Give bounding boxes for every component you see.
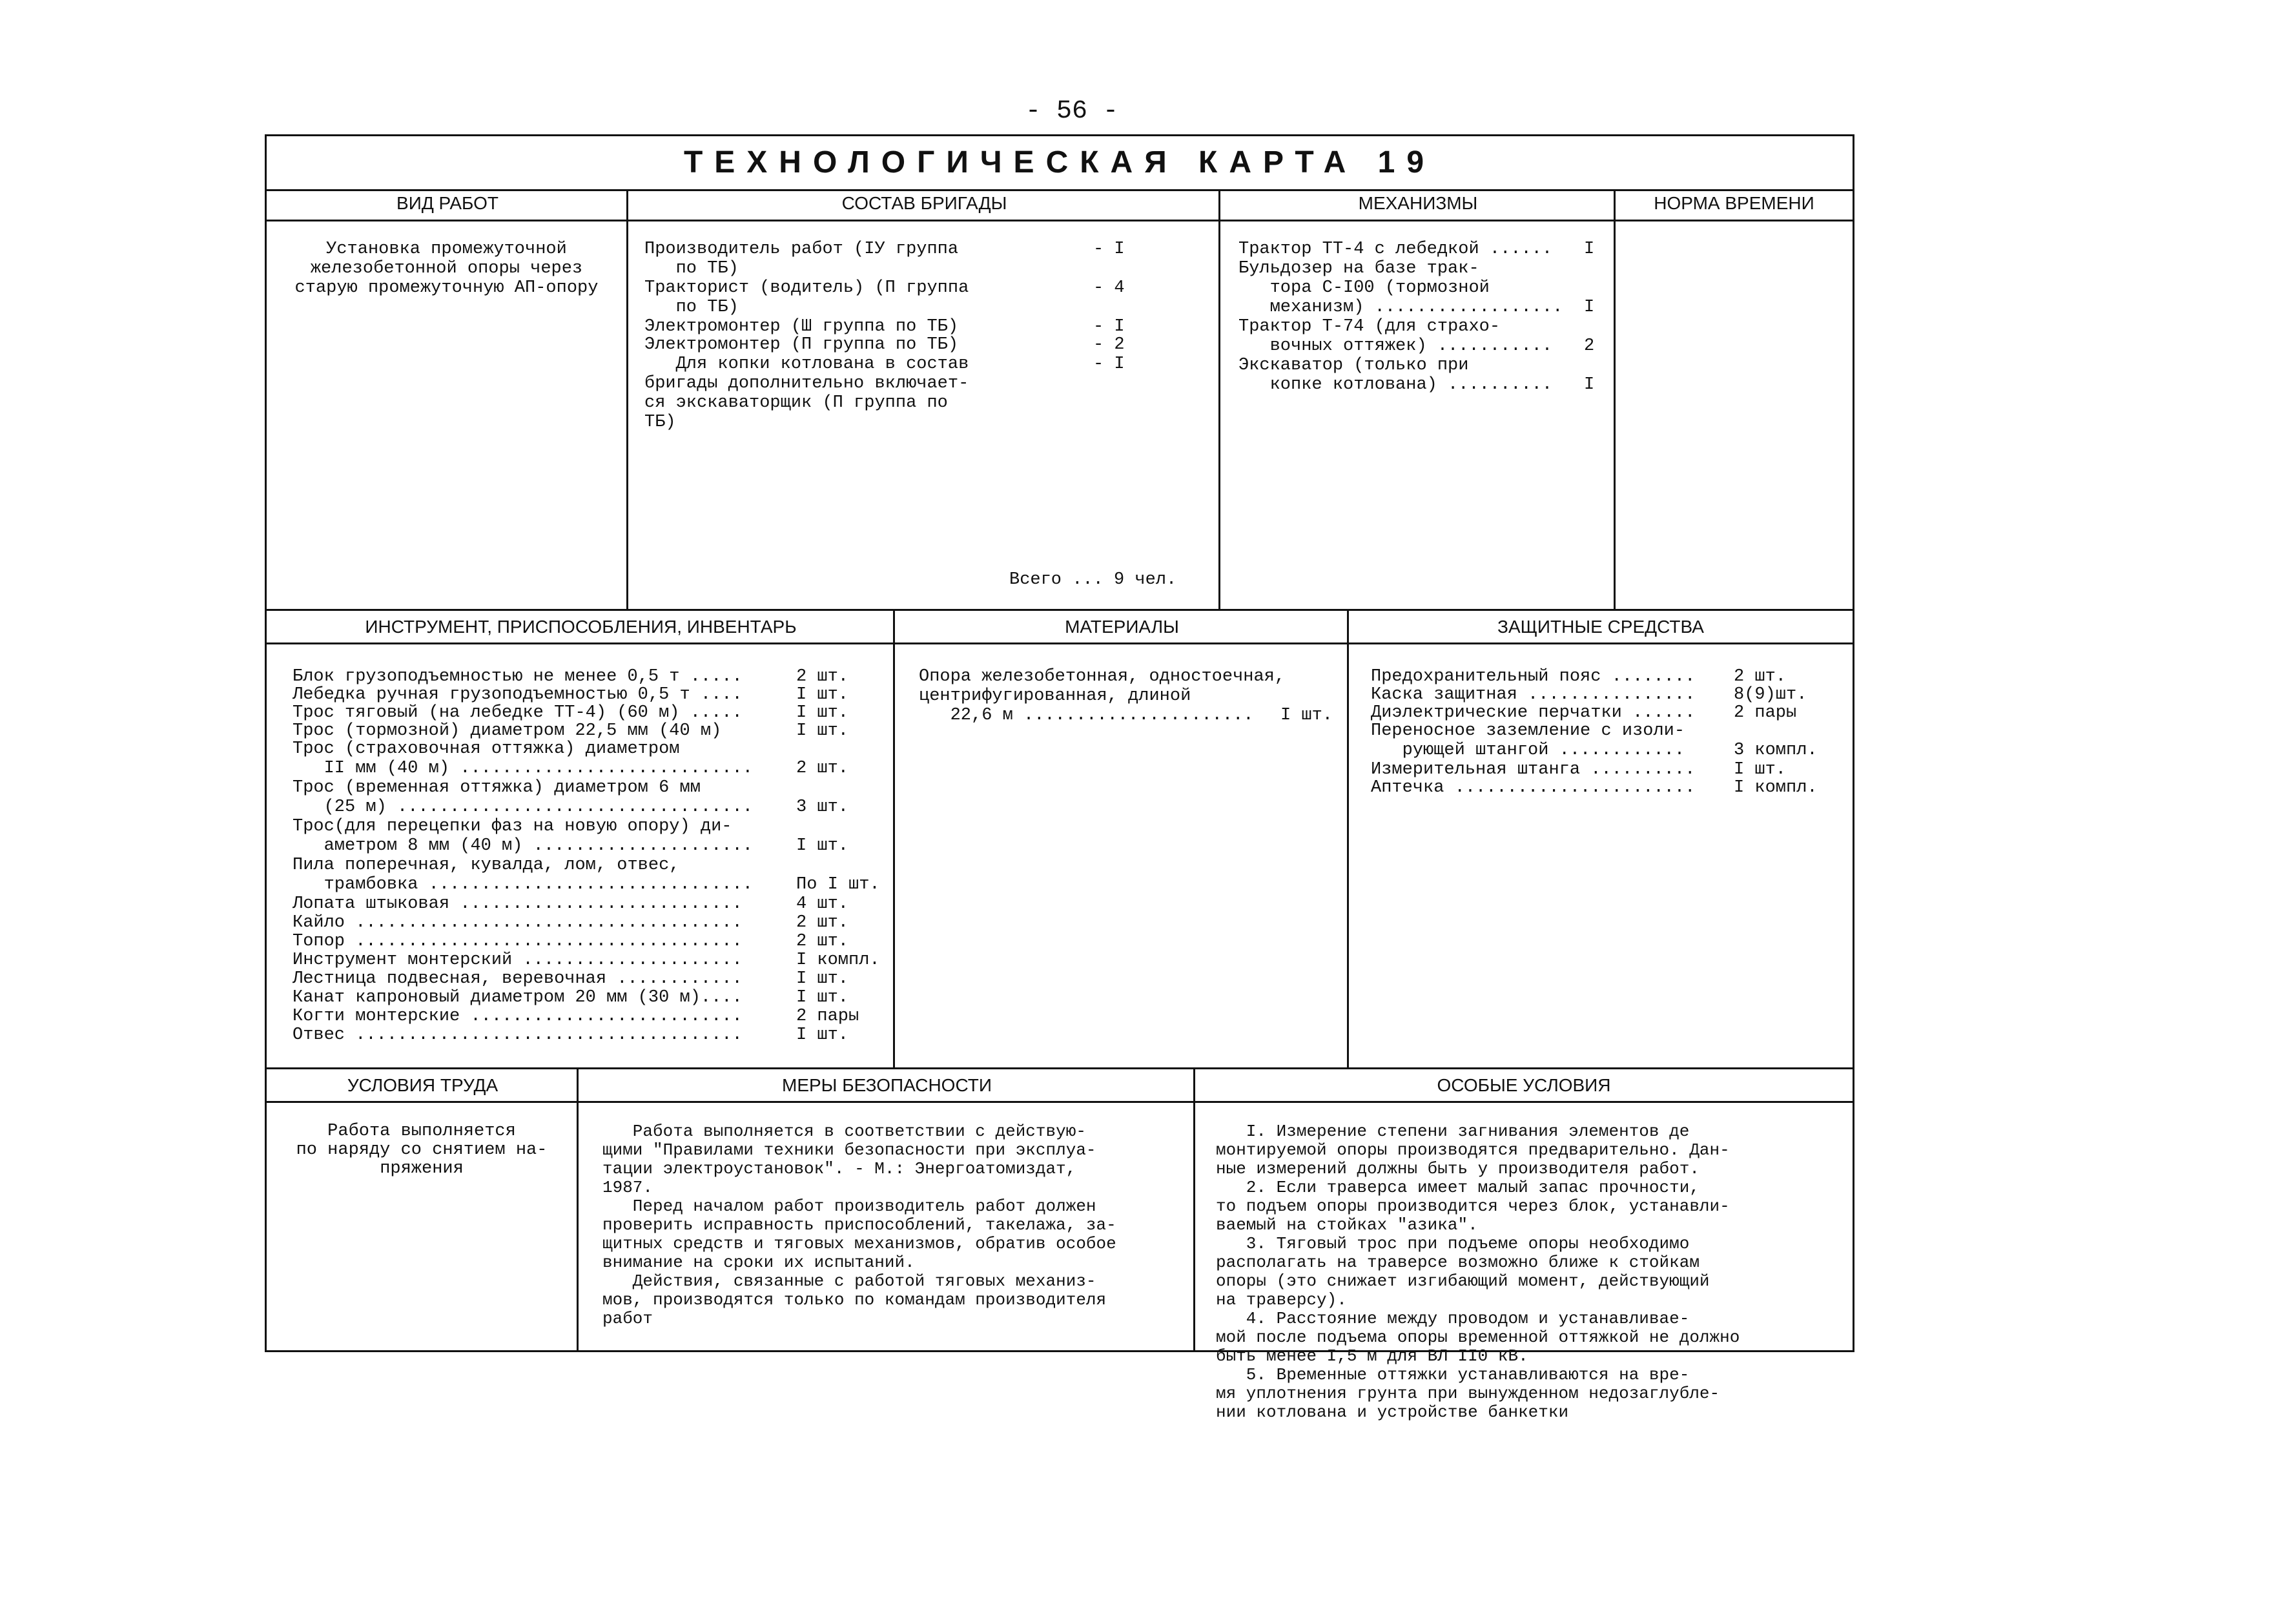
mekhanizm-count: I [1584,375,1595,395]
material-item: Опора железобетонная, одностоечная, центрифугированная, длиной 22,6 м ...................... [919,667,1286,725]
material-qty: I шт. [1280,706,1333,725]
zashchita-qty: 8(9)шт. [1734,685,1807,704]
brigada-total: Всего ... 9 чел. [1009,570,1177,590]
mekhanizm-item: Бульдозер на базе трак- тора С-I00 (тормозной механизм) .................. [1238,259,1563,317]
instrument-item: Топор ..................................... [293,932,743,951]
mekhanizm-item: Трактор ТТ-4 с лебедкой ...... [1238,240,1553,259]
brigada-item: Электромонтер (Ш группа по ТБ) [644,317,959,336]
header-usloviya-truda: УСЛОВИЯ ТРУДА [267,1067,579,1103]
section-top [267,189,1853,609]
instrument-qty: I шт. [796,1025,849,1045]
technological-card [265,134,1854,1422]
zashchita-item: Измерительная штанга .......... [1371,760,1696,779]
mekhanizm-count: 2 [1584,336,1595,356]
brigada-count: - I [1093,355,1125,374]
instrument-item: Лестница подвесная, веревочная ............ [293,969,743,989]
usloviya-truda-text: Работа выполняется по наряду со снятием на- пряжения [296,1122,548,1178]
instrument-qty: I компл. [796,951,880,970]
brigada-item: Для копки котлована в состав бригады дополнительно включает- ся экскаваторщик (П группа по ТБ) [644,355,969,432]
zashchita-item: Диэлектрические перчатки ...... [1371,703,1696,723]
instrument-qty: 3 шт. [796,797,849,817]
instrument-qty: 4 шт. [796,894,849,914]
instrument-qty: I шт. [796,836,849,856]
instrument-item: Трос (страховочная оттяжка) диаметром II мм (40 м) ............................ [293,739,753,778]
osobye-usloviya-text: I. Измерение степени загнивания элементов де монтируемой опоры производятся предварительно. Дан- ные измерений должны быть у производителя работ. 2. Если траверса имеет малый запас прочности, то подъем опоры производится через блок, устанавли- ваемый на стойках "азика". 3. Тяговый трос при подъеме опоры необходимо располагать на траверсе возможно ближе к стойкам опоры (это снижает изгибающий момент, действующий на траверсу). 4. Расстояние между проводом и устанавливае- мой после подъема опоры временной оттяжкой не должно быть менее I,5 м для ВЛ II0 кВ. 5. Временные оттяжки устанавливаются на вре- мя уплотнения грунта при вынужденном недозаглубле- нии котлована и устройстве банкетки [1216,1122,1740,1422]
mekhanizm-item: Экскаватор (только при копке котлована) .......... [1238,356,1553,395]
instrument-item: Трос (тормозной) диаметром 22,5 мм (40 м) [293,721,743,741]
instrument-item: Лебедка ручная грузоподъемностью 0,5 т .... [293,685,743,704]
zashchita-qty: I компл. [1734,778,1818,797]
instrument-item: Когти монтерские .......................... [293,1007,743,1026]
header-instrument: ИНСТРУМЕНТ, ПРИСПОСОБЛЕНИЯ, ИНВЕНТАРЬ [267,609,895,644]
header-mery-bezopasnosti: МЕРЫ БЕЗОПАСНОСТИ [579,1067,1195,1103]
header-mekhanizmy: МЕХАНИЗМЫ [1220,189,1616,221]
instrument-qty: 2 шт. [796,667,849,686]
page-number: - 56 - [1025,97,1119,126]
instrument-item: Блок грузоподъемностью не менее 0,5 т ..... [293,667,743,686]
instrument-qty: I шт. [796,721,849,741]
instrument-item: Пила поперечная, кувалда, лом, отвес, трамбовка ............................... [293,856,753,894]
mery-bezopasnosti-text: Работа выполняется в соответствии с действую- щими "Правилами техники безопасности при эксплуа- тации электроустановок". - М.: Энергоатомиздат, 1987. Перед началом работ производитель работ должен проверить исправность приспособлений, такелажа, за- щитных средств и тяговых механизмов, обратив особое внимание на сроки их испытаний. Действия, связанные с работой тяговых механиз- мов, производятся только по командам производителя работ [602,1122,1116,1328]
vid-rabot-text: Установка промежуточной железобетонной опоры через старую промежуточную АП-опору [294,240,599,298]
card-title: ТЕХНОЛОГИЧЕСКАЯ КАРТА 19 [267,136,1853,191]
instrument-item: Лопата штыковая ........................... [293,894,743,914]
header-vid-rabot: ВИД РАБОТ [267,189,628,221]
zashchita-item: Каска защитная ................ [1371,685,1696,704]
brigada-count: - I [1093,317,1125,336]
instrument-qty: 2 шт. [796,759,849,778]
header-osobye-usloviya: ОСОБЫЕ УСЛОВИЯ [1195,1067,1853,1103]
instrument-item: Отвес ..................................... [293,1025,743,1045]
section-bottom [267,1067,1853,1422]
instrument-qty: 2 шт. [796,932,849,951]
instrument-item: Трос тяговый (на лебедке ТТ-4) (60 м) ..... [293,703,743,723]
zashchita-qty: 3 компл. [1734,741,1818,760]
header-sostav-brigady: СОСТАВ БРИГАДЫ [628,189,1220,221]
instrument-item: Трос(для перецепки фаз на новую опору) ди- аметром 8 мм (40 м) ..................... [293,817,753,856]
header-materialy: МАТЕРИАЛЫ [895,609,1349,644]
instrument-item: Инструмент монтерский ..................... [293,951,743,970]
brigada-count: - I [1093,240,1125,259]
instrument-qty: 2 шт. [796,913,849,932]
instrument-qty: По I шт. [796,875,880,894]
zashchita-item: Аптечка ....................... [1371,778,1696,797]
section-middle [267,609,1853,1067]
mekhanizm-count: I [1584,298,1595,317]
brigada-count: - 4 [1093,278,1125,298]
instrument-qty: I шт. [796,703,849,723]
instrument-item: Канат капроновый диаметром 20 мм (30 м).... [293,988,743,1007]
brigada-item: Производитель работ (IУ группа по ТБ) [644,240,959,278]
instrument-qty: I шт. [796,969,849,989]
instrument-qty: I шт. [796,685,849,704]
instrument-item: Кайло ..................................... [293,913,743,932]
brigada-item: Тракторист (водитель) (П группа по ТБ) [644,278,969,317]
zashchita-item: Переносное заземление с изоли- рующей штангой ............ [1371,721,1685,760]
instrument-item: Трос (временная оттяжка) диаметром 6 мм (25 м) .................................. [293,778,753,817]
header-zashchitnye: ЗАЩИТНЫЕ СРЕДСТВА [1349,609,1853,644]
zashchita-qty: 2 пары [1734,703,1797,723]
brigada-item: Электромонтер (П группа по ТБ) [644,335,959,355]
zashchita-qty: 2 шт. [1734,667,1787,686]
mekhanizm-count: I [1584,240,1595,259]
header-norma-vremeni: НОРМА ВРЕМЕНИ [1616,189,1853,221]
brigada-count: - 2 [1093,335,1125,355]
mekhanizm-item: Трактор Т-74 (для страхо- вочных оттяжек) ........... [1238,317,1553,356]
zashchita-item: Предохранительный пояс ........ [1371,667,1696,686]
zashchita-qty: I шт. [1734,760,1787,779]
instrument-qty: 2 пары [796,1007,859,1026]
instrument-qty: I шт. [796,988,849,1007]
